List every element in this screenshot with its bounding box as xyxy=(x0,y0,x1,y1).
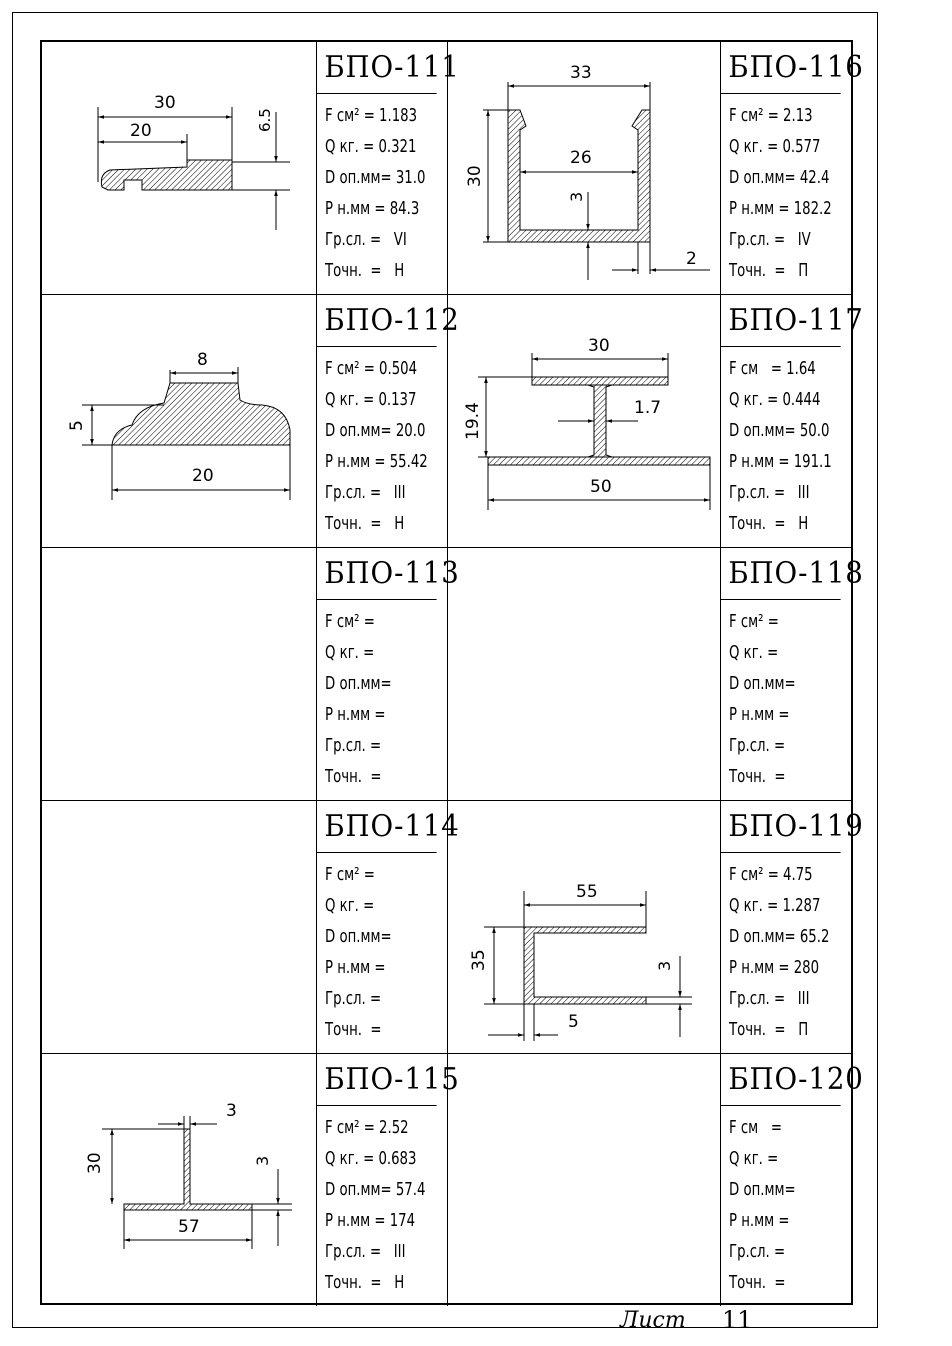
profile-drawing xyxy=(42,42,316,294)
complexity-group-line: Гр.сл. = xyxy=(325,988,382,1009)
accuracy-line: Точн. = П xyxy=(729,260,809,281)
diameter-line: D оп.мм= 65.2 xyxy=(729,926,830,947)
weight-line: Q кг. = 0.444 xyxy=(729,389,821,410)
profile-drawing xyxy=(448,801,720,1053)
profile-code: БПО-115 xyxy=(317,1054,437,1106)
profile-row xyxy=(42,801,864,1054)
info-bpo-118 xyxy=(720,548,864,800)
dim-label: 30 xyxy=(465,165,485,187)
diameter-line: D оп.мм= xyxy=(729,673,796,694)
perimeter-line: Р н.мм = 280 xyxy=(729,957,820,978)
profile-code: БПО-111 xyxy=(317,42,437,94)
dim-label: 30 xyxy=(154,93,176,113)
dim-label: 2 xyxy=(686,249,697,269)
area-line: F см = xyxy=(729,1117,782,1138)
dim-label: 50 xyxy=(590,477,612,497)
weight-line: Q кг. = xyxy=(729,1148,779,1169)
complexity-group-line: Гр.сл. = IV xyxy=(729,229,811,250)
accuracy-line: Точн. = Н xyxy=(729,513,809,534)
drawing-bpo-119 xyxy=(448,801,720,1053)
drawing-bpo-118 xyxy=(448,548,720,800)
diameter-line: D оп.мм= xyxy=(729,1179,796,1200)
area-line: F см² = xyxy=(325,864,375,885)
dim-label: 55 xyxy=(576,882,598,902)
dim-label: 35 xyxy=(469,949,489,971)
area-line: F см² = 0.504 xyxy=(325,358,418,379)
accuracy-line: Точн. = Н xyxy=(325,1272,405,1293)
diameter-line: D оп.мм= xyxy=(325,673,392,694)
dim-label: 57 xyxy=(178,1217,200,1237)
dim-label: 8 xyxy=(197,350,208,370)
info-bpo-117 xyxy=(720,295,864,547)
accuracy-line: Точн. = П xyxy=(729,1019,809,1040)
profile-sheet xyxy=(40,40,864,1305)
diameter-line: D оп.мм= 50.0 xyxy=(729,420,830,441)
area-line: F см² = 2.52 xyxy=(325,1117,409,1138)
weight-line: Q кг. = xyxy=(325,895,375,916)
complexity-group-line: Гр.сл. = xyxy=(325,735,382,756)
complexity-group-line: Гр.сл. = VI xyxy=(325,229,407,250)
weight-line: Q кг. = 0.321 xyxy=(325,136,417,157)
profile-row xyxy=(42,548,864,801)
perimeter-line: Р н.мм = 174 xyxy=(325,1210,416,1231)
drawing-bpo-120 xyxy=(448,1054,720,1306)
drawing-bpo-114 xyxy=(42,801,316,1053)
dim-label: 19.4 xyxy=(463,402,483,440)
complexity-group-line: Гр.сл. = xyxy=(729,1241,786,1262)
sheet-label: Лист xyxy=(620,1308,686,1333)
drawing-bpo-117 xyxy=(448,295,720,547)
dim-label: 3 xyxy=(226,1101,237,1121)
dim-label: 3 xyxy=(655,960,674,971)
profile-drawing xyxy=(448,42,720,294)
area-line: F см² = 4.75 xyxy=(729,864,813,885)
complexity-group-line: Гр.сл. = III xyxy=(729,482,810,503)
accuracy-line: Точн. = xyxy=(325,766,382,787)
accuracy-line: Точн. = xyxy=(729,1272,786,1293)
dim-label: 3 xyxy=(567,191,586,202)
profile-code: БПО-119 xyxy=(721,801,841,853)
weight-line: Q кг. = 0.577 xyxy=(729,136,821,157)
profile-code: БПО-114 xyxy=(317,801,437,853)
perimeter-line: Р н.мм = xyxy=(729,704,790,725)
area-line: F см² = xyxy=(729,611,779,632)
dim-label: 5 xyxy=(67,420,87,431)
dim-label: 20 xyxy=(192,466,214,486)
complexity-group-line: Гр.сл. = III xyxy=(729,988,810,1009)
complexity-group-line: Гр.сл. = III xyxy=(325,1241,406,1262)
accuracy-line: Точн. = Н xyxy=(325,513,405,534)
diameter-line: D оп.мм= xyxy=(325,926,392,947)
weight-line: Q кг. = 1.287 xyxy=(729,895,821,916)
weight-line: Q кг. = xyxy=(729,642,779,663)
drawing-bpo-111 xyxy=(42,42,316,294)
complexity-group-line: Гр.сл. = xyxy=(729,735,786,756)
info-bpo-114 xyxy=(316,801,460,1053)
perimeter-line: Р н.мм = 182.2 xyxy=(729,198,832,219)
perimeter-line: Р н.мм = 84.3 xyxy=(325,198,420,219)
diameter-line: D оп.мм= 20.0 xyxy=(325,420,426,441)
area-line: F см² = 1.183 xyxy=(325,105,418,126)
profile-code: БПО-116 xyxy=(721,42,841,94)
weight-line: Q кг. = 0.137 xyxy=(325,389,417,410)
profile-drawing xyxy=(42,295,316,547)
accuracy-line: Точн. = xyxy=(325,1019,382,1040)
info-bpo-111 xyxy=(316,42,460,294)
profile-row xyxy=(42,295,864,548)
info-bpo-120 xyxy=(720,1054,864,1306)
diameter-line: D оп.мм= 31.0 xyxy=(325,167,426,188)
dim-label: 33 xyxy=(570,63,592,83)
drawing-bpo-112 xyxy=(42,295,316,547)
area-line: F см² = xyxy=(325,611,375,632)
profile-drawing xyxy=(448,295,720,547)
accuracy-line: Точн. = xyxy=(729,766,786,787)
dim-label: 3 xyxy=(253,1155,272,1166)
perimeter-line: Р н.мм = xyxy=(325,957,386,978)
dim-label: 30 xyxy=(85,1152,105,1174)
area-line: F см = 1.64 xyxy=(729,358,816,379)
info-bpo-113 xyxy=(316,548,460,800)
dim-label: 30 xyxy=(588,336,610,356)
info-bpo-112 xyxy=(316,295,460,547)
dim-label: 1.7 xyxy=(634,398,662,418)
profile-code: БПО-117 xyxy=(721,295,841,347)
perimeter-line: Р н.мм = 55.42 xyxy=(325,451,428,472)
profile-code: БПО-120 xyxy=(721,1054,841,1106)
dim-label: 5 xyxy=(568,1012,579,1032)
perimeter-line: Р н.мм = 191.1 xyxy=(729,451,832,472)
drawing-bpo-116 xyxy=(448,42,720,294)
diameter-line: D оп.мм= 42.4 xyxy=(729,167,830,188)
dim-label: 20 xyxy=(130,121,152,141)
complexity-group-line: Гр.сл. = III xyxy=(325,482,406,503)
weight-line: Q кг. = 0.683 xyxy=(325,1148,417,1169)
profile-code: БПО-113 xyxy=(317,548,437,600)
dim-label: 26 xyxy=(570,148,592,168)
diameter-line: D оп.мм= 57.4 xyxy=(325,1179,426,1200)
info-bpo-119 xyxy=(720,801,864,1053)
profile-row xyxy=(42,1054,864,1307)
profile-drawing xyxy=(42,1054,316,1306)
perimeter-line: Р н.мм = xyxy=(325,704,386,725)
dim-label: 6.5 xyxy=(256,108,274,132)
profile-code: БПО-112 xyxy=(317,295,437,347)
perimeter-line: Р н.мм = xyxy=(729,1210,790,1231)
info-bpo-116 xyxy=(720,42,864,294)
profile-row xyxy=(42,42,864,295)
sheet-number: 11 xyxy=(722,1306,753,1334)
drawing-bpo-115 xyxy=(42,1054,316,1306)
area-line: F см² = 2.13 xyxy=(729,105,813,126)
profile-code: БПО-118 xyxy=(721,548,841,600)
weight-line: Q кг. = xyxy=(325,642,375,663)
accuracy-line: Точн. = Н xyxy=(325,260,405,281)
drawing-bpo-113 xyxy=(42,548,316,800)
info-bpo-115 xyxy=(316,1054,460,1306)
